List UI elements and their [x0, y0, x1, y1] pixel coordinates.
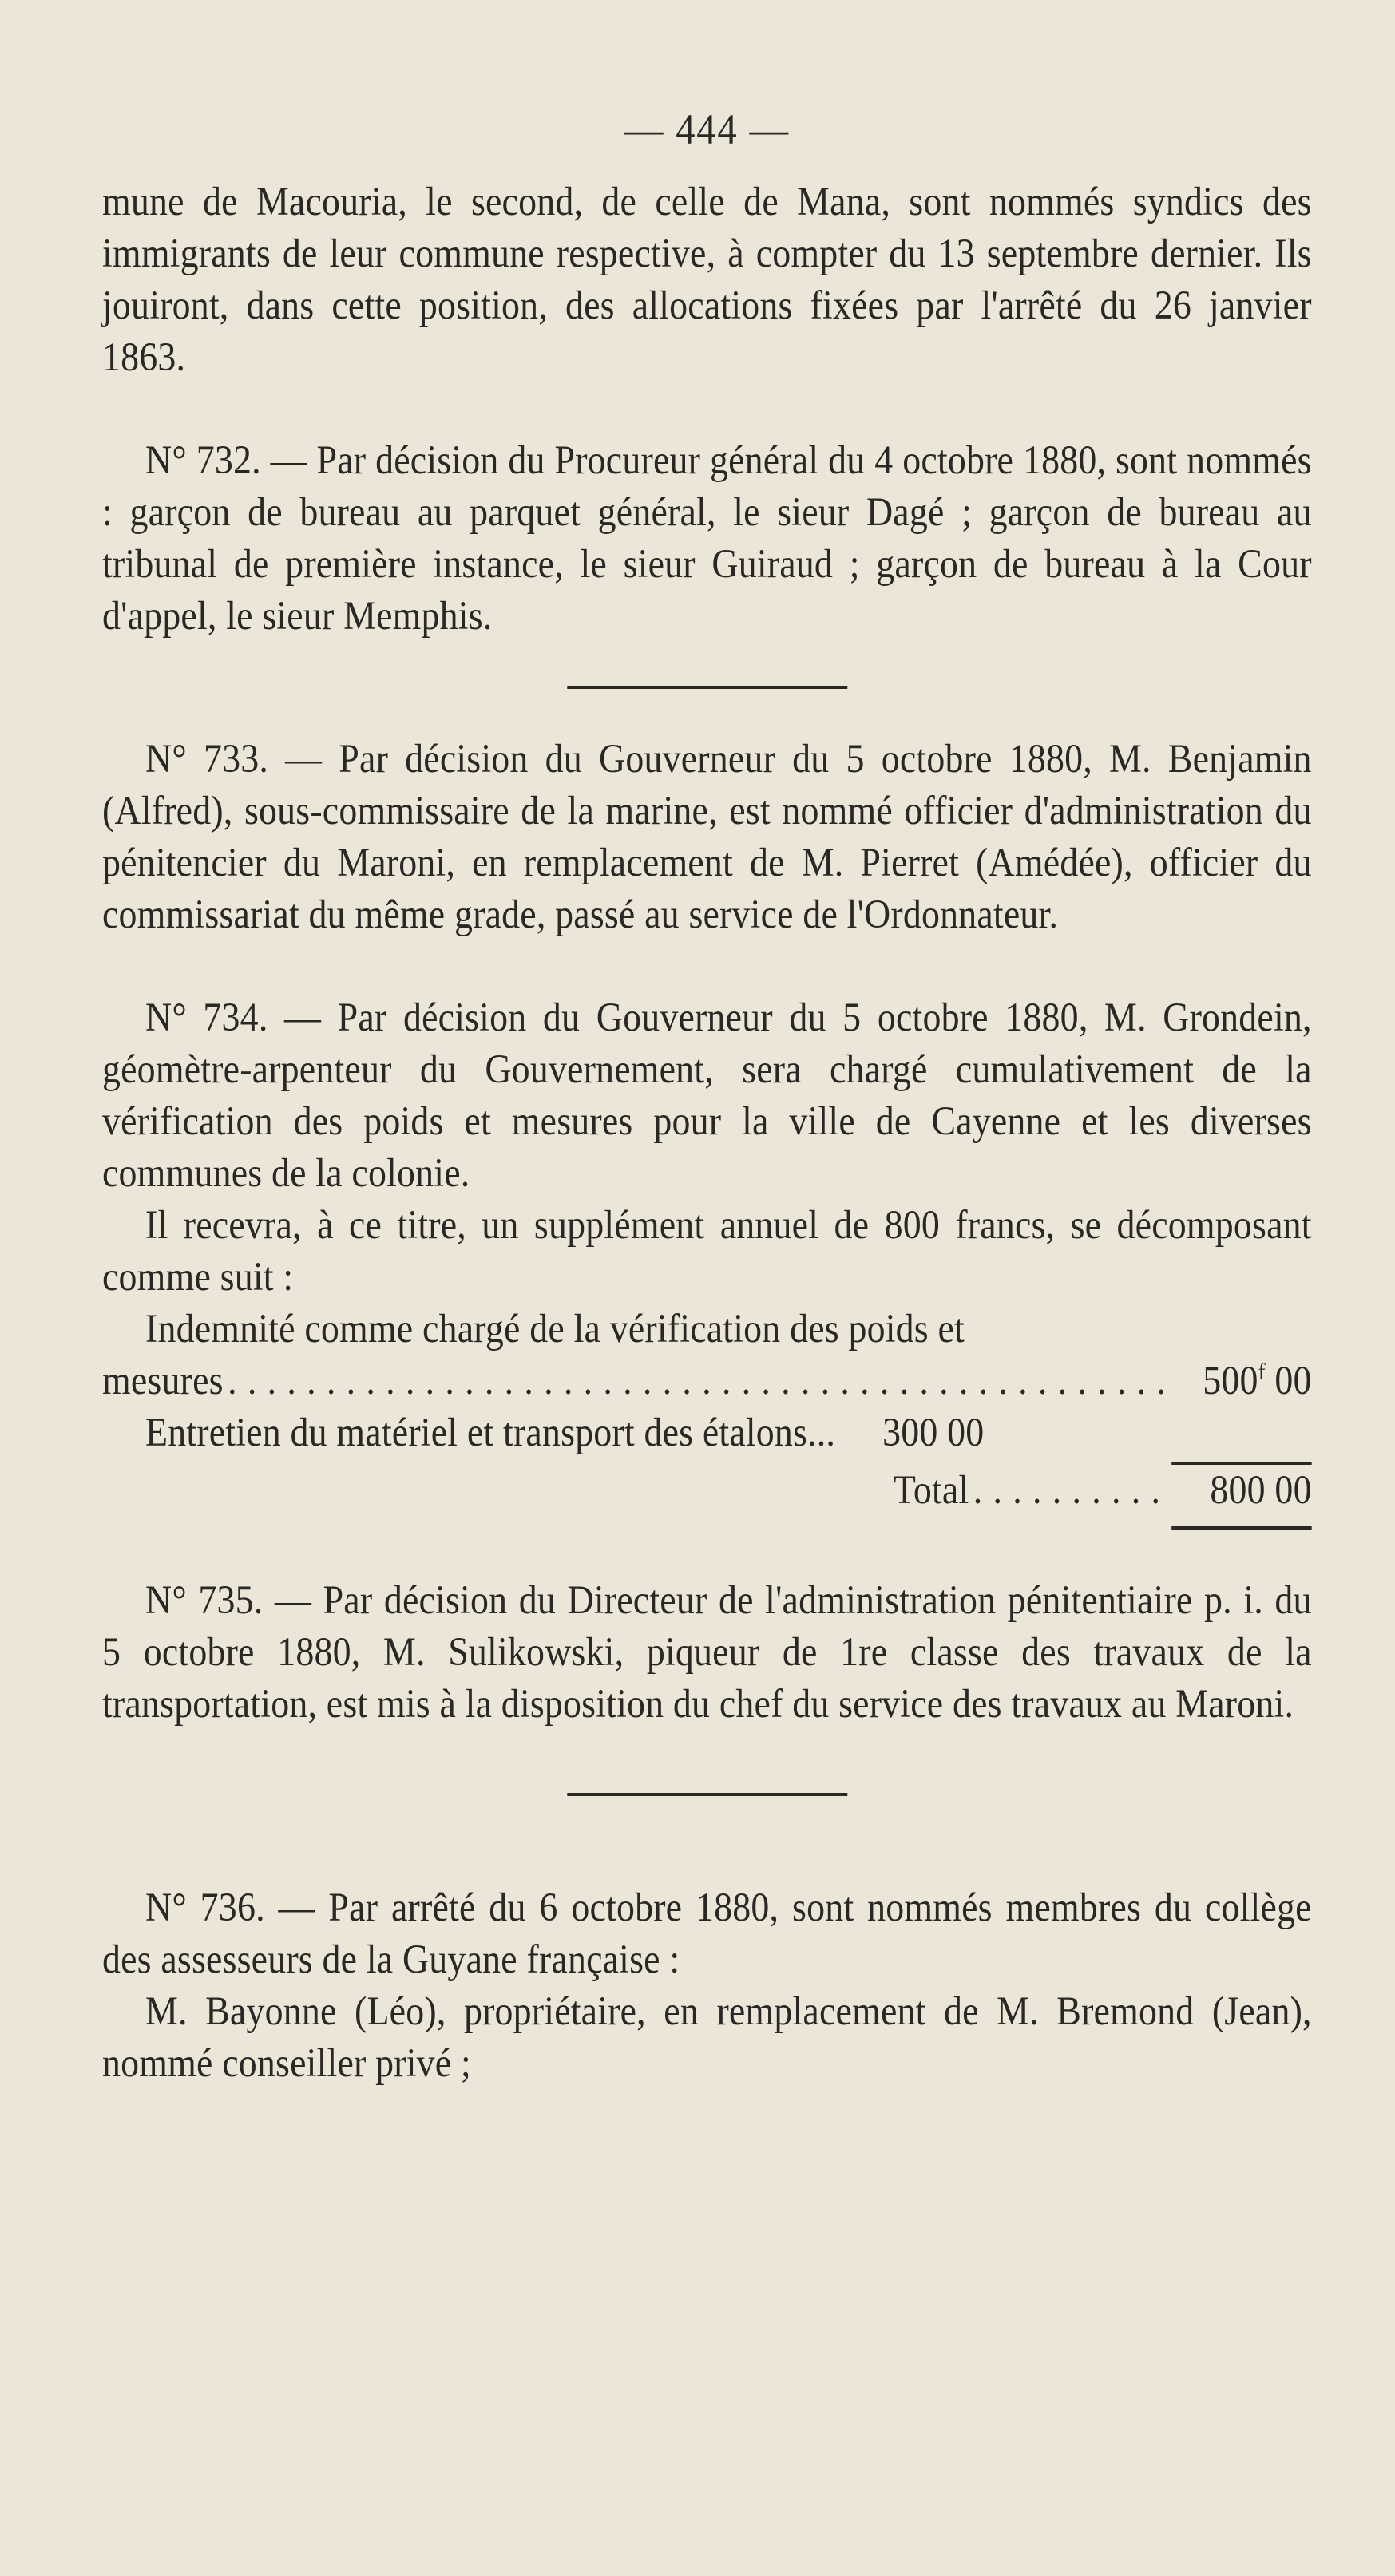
- paragraph-intro: mune de Macouria, le second, de celle de Mana, sont nommés syndics des immigrants de leur commune respective, à compter du 13 septembre dernier. Ils jouiront, dans cette position, des allocations fixées par l'arrêté du 26 janvier 1863.: [102, 180, 1312, 380]
- page-number: — 444 —: [624, 105, 790, 153]
- total-underline: [1171, 1526, 1312, 1530]
- paragraph-734: N° 734. — Par décision du Gouverneur du 5 octobre 1880, M. Grondein, géomètre-arpenteur du Gouvernement, sera chargé cumulativement de la vérification des poids et mesures pour la ville de Cayenne et les diverses communes de la colonie.: [102, 995, 1312, 1196]
- item-1-amount: 500$^f$ 00: [1203, 1359, 1312, 1403]
- document-page: [102, 104, 1312, 2090]
- item-2-label: Entretien du matériel et transport des étalons...: [145, 1411, 836, 1455]
- item-2-amount: 300 00: [882, 1411, 985, 1455]
- section-divider: [567, 686, 847, 689]
- item-2-line: [102, 1407, 1312, 1459]
- leader-dots: [973, 1465, 1167, 1517]
- total-line: [102, 1465, 1312, 1517]
- item-1-label: mesures: [102, 1359, 224, 1403]
- paragraph-732: N° 732. — Par décision du Procureur général du 4 octobre 1880, sont nommés : garçon de bureau au parquet général, le sieur Dagé ; garçon de bureau au tribunal de première instance, le sieur Guiraud ; garçon de bureau à la Cour d'appel, le sieur Memphis.: [102, 438, 1312, 639]
- paragraph-736: N° 736. — Par arrêté du 6 octobre 1880, sont nommés membres du collège des assesseurs de la Guyane française :: [102, 1886, 1312, 1982]
- item-1-line: [102, 1355, 1312, 1407]
- section-divider: [567, 1793, 847, 1796]
- item-1-description: Indemnité comme chargé de la vérification des poids et: [145, 1307, 965, 1351]
- paragraph-733: N° 733. — Par décision du Gouverneur du 5 octobre 1880, M. Benjamin (Alfred), sous-commissaire de la marine, est nommé officier d'administration du pénitencier du Maroni, en remplacement de M. Pierret (Amédée), officier du commissariat du même grade, passé au service de l'Ordonnateur.: [102, 737, 1312, 937]
- paragraph-736-member: M. Bayonne (Léo), propriétaire, en remplacement de M. Bremond (Jean), nommé conseiller privé ;: [102, 1989, 1312, 2086]
- leader-dots: [228, 1355, 1167, 1407]
- total-label: Total: [893, 1468, 969, 1513]
- total-amount: 800 00: [1210, 1468, 1312, 1513]
- paragraph-735: N° 735. — Par décision du Directeur de l'administration pénitentiaire p. i. du 5 octobre 1880, M. Sulikowski, piqueur de 1re classe des travaux de la transportation, est mis à la disposition du chef du service des travaux au Maroni.: [102, 1578, 1312, 1727]
- paragraph-734-supplement: Il recevra, à ce titre, un supplément annuel de 800 francs, se décomposant comme suit :: [102, 1203, 1312, 1300]
